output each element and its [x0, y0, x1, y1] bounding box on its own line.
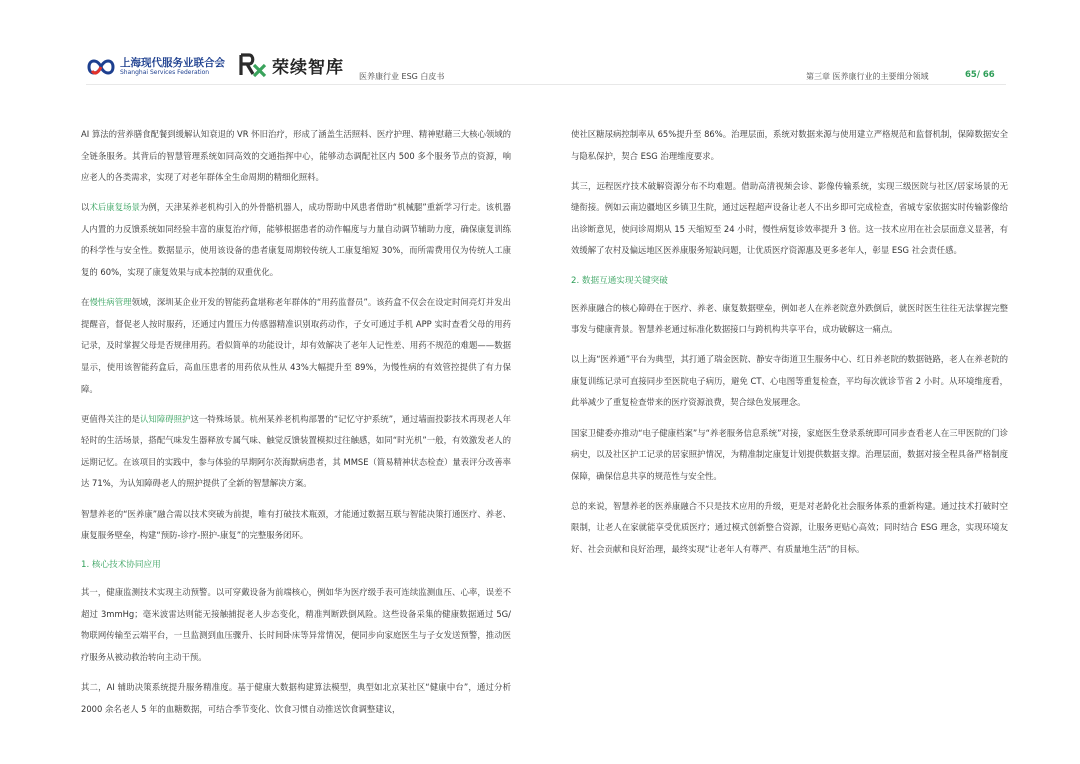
- document-title: 医养康行业 ESG 白皮书: [359, 72, 445, 81]
- highlight-term: 慢性病管理: [89, 297, 132, 308]
- paragraph: 其三，远程医疗技术破解资源分布不均难题。借助高清视频会诊、影像传输系统，实现三级医院与社区/居家场景的无缝衔接。例如云南边疆地区乡镇卫生院，通过远程超声设备让老人不出乡即可完成检查，省城专家依据实时传输影像给出诊断意见，使问诊周期从 15 天缩短至 24 小时，慢性病复诊效率提升 3 倍。这一技术应用在社会层面意义显著，有效缓解了农村及偏远地区医养康服务短缺问题，让优质医疗资源惠及更多老年人，彰显 ESG 社会责任感。: [571, 180, 1008, 256]
- paragraph: 其二，AI 辅助决策系统提升服务精准度。基于健康大数据构建算法模型，典型如北京某社区“健康中台”，通过分析 2000 余名老人 5 年的血糖数据，可结合季节变化、饮食习惯自动推送饮食调整建议，: [81, 682, 511, 714]
- paragraph: 以上海“医养通”平台为典型，其打通了瑞金医院、静安寺街道卫生服务中心、红日养老院的数据链路，老人在养老院的康复训练记录可直接同步至医院电子病历，避免 CT、心电图等重复检查，平均每次就诊节省 2 小时。从环境维度看，此举减少了重复检查带来的医疗资源浪费，契合绿色发展理念。: [571, 354, 1008, 408]
- paragraph: [81, 409, 511, 495]
- paragraph: [81, 197, 511, 283]
- page-number: 65/ 66: [965, 70, 995, 80]
- rongxu-logo-icon: [238, 52, 268, 78]
- paragraph: 智慧养老的“医养康”融合需以技术突破为前提，唯有打破技术瓶颈，才能通过数据互联与智能决策打通医疗、养老、康复服务壁垒，构建“预防-诊疗-照护-康复”的完整服务闭环。: [81, 508, 511, 541]
- text-run: 这一特殊场景。杭州某养老机构部署的“记忆守护系统”，通过墙面投影技术再现老人年轻时的生活场景，搭配气味发生器释放专属气味、触觉反馈装置模拟过往触感，如同“时光机”一般，有效激发老人的远期记忆。在该项目的实践中，参与体验的早期阿尔茨海默病患者，其 MMSE（简易精神状态检查）量表评分改善率达 71%，为认知障碍老人的照护提供了全新的智慧解决方案。: [81, 413, 512, 489]
- right-column: [571, 124, 1008, 569]
- text-run: 更值得关注的是: [81, 413, 140, 424]
- section-heading: 1. 核心技术协同应用: [81, 560, 161, 571]
- org2-name-cn: 荣续智库: [272, 58, 344, 78]
- paragraph: 总的来说，智慧养老的医养康融合不只是技术应用的升级，更是对老龄化社会服务体系的重新构建。通过技术打破时空限制，让老人在家就能享受优质医疗；通过模式创新整合资源，让服务更贴心高效；同时结合 ESG 理念，实现环境友好、社会贡献和良好治理，最终实现“让老年人有尊严、有质量地生活”的目标。: [571, 500, 1008, 554]
- ssf-logo: [86, 53, 226, 83]
- section-heading: 2. 数据互通实现关键突破: [571, 275, 668, 286]
- text-run: 以: [81, 202, 90, 213]
- ssf-logo-icon: [86, 55, 116, 79]
- text-run: 在: [81, 297, 90, 308]
- paragraph: [81, 292, 511, 400]
- highlight-term: 认知障碍照护: [139, 413, 191, 424]
- text-run: 为例，天津某养老机构引入的外骨骼机器人，成功帮助中风患者借助“机械腿”重新学习行走。该机器人内置的力反馈系统如同经验丰富的康复治疗师，能够根据患者的动作幅度与力量自动调节辅助力度，确保康复训练的科学性与安全性。数据显示，使用该设备的患者康复周期较传统人工康复缩短 30%，而所需费用仅为传统人工康复的 60%，实现了康复效果与成本控制的双重优化。: [81, 202, 512, 278]
- org1-name-cn: 上海现代服务业联合会: [120, 57, 225, 69]
- paragraph: AI 算法的营养膳食配餐到缓解认知衰退的 VR 怀旧治疗，形成了涵盖生活照料、医疗护理、精神慰藉三大核心领域的全链条服务。其背后的智慧管理系统如同高效的交通指挥中心，能够动态调配社区内 500 多个服务节点的资源，响应老人的各类需求，实现了对老年群体全生命周期的精细化照料。: [81, 129, 511, 183]
- org1-name-en: Shanghai Services Federation: [120, 69, 210, 76]
- page-header: [0, 0, 1080, 100]
- paragraph: 国家卫健委亦推动“电子健康档案”与“养老服务信息系统”对接，家庭医生登录系统即可同步查看老人在三甲医院的门诊病史，以及社区护工记录的居家照护情况，为精准制定康复计划提供数据支撑。治理层面，数据对接全程具备严格制度保障，确保信息共享的规范性与安全性。: [571, 427, 1008, 481]
- paragraph: 使社区糖尿病控制率从 65%提升至 86%。治理层面，系统对数据来源与使用建立严格规范和监督机制，保障数据安全与隐私保护，契合 ESG 治理维度要求。: [571, 129, 1008, 161]
- paragraph: 其一，健康监测技术实现主动预警。以可穿戴设备为前端核心，例如华为医疗级手表可连续监测血压、心率，误差不超过 3mmHg；毫米波雷达则能无接触捕捉老人步态变化，精准判断跌倒风险。这些设备采集的健康数据通过 5G/物联网传输至云端平台，一旦监测到血压骤升、长时间卧床等异常情况，便同步向家庭医生与子女发送预警，推动医疗服务从被动救治转向主动干预。: [81, 587, 511, 662]
- chapter-title: 第三章 医养康行业的主要细分领域: [806, 72, 929, 81]
- header-divider: [86, 84, 1006, 85]
- text-run: 领域，深圳某企业开发的智能药盒堪称老年群体的“用药监督员”。该药盒不仅会在设定时间亮灯并发出提醒音，督促老人按时服药，还通过内置压力传感器精准识别取药动作，子女可通过手机 APP 实时查看父母的用药记录，及时掌握父母是否规律用药。看似简单的功能设计，却有效解决了老年人记性差、用药不规范的难题——数据显示，使用该智能药盒后，高血压患者的用药依从性从 43%大幅提升至 89%，为慢性病的有效管控提供了有力保障。: [81, 297, 512, 394]
- left-column: [81, 124, 511, 729]
- highlight-term: 术后康复场景: [89, 202, 140, 213]
- paragraph: 医养康融合的核心障碍在于医疗、养老、康复数据壁垒，例如老人在养老院意外跌倒后，就医时医生往往无法掌握完整事发与健康背景。智慧养老通过标准化数据接口与跨机构共享平台，成功破解这一痛点。: [571, 302, 1008, 335]
- rongxu-logo: [238, 52, 358, 80]
